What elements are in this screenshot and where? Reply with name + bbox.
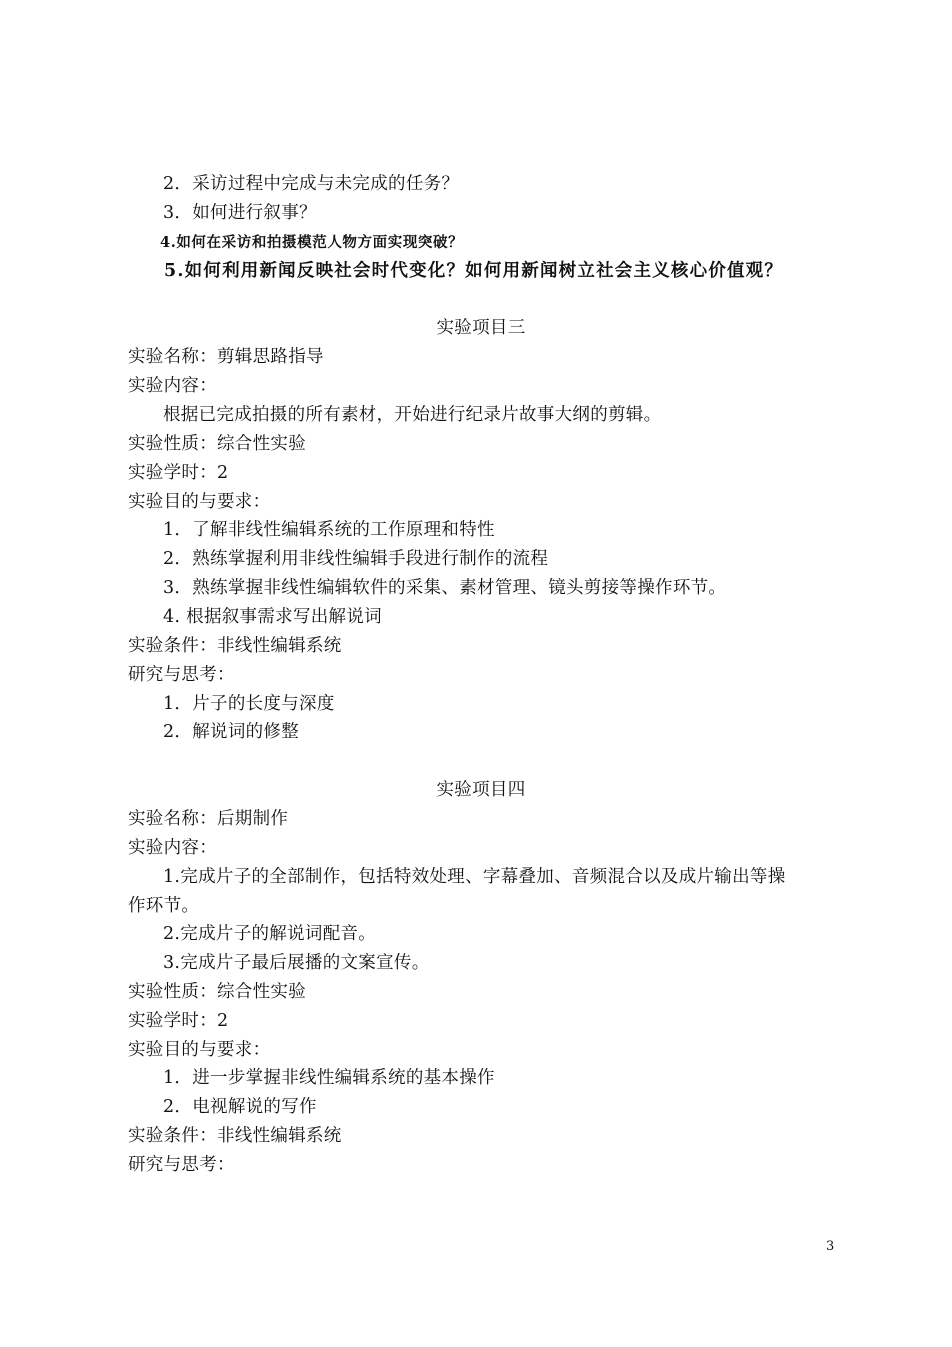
experiment-conditions: 实验条件：非线性编辑系统	[128, 1126, 342, 1146]
experiment-content: 3.完成片子最后展播的文案宣传。	[163, 953, 430, 973]
experiment-content: 2.完成片子的解说词配音。	[163, 924, 377, 944]
list-item: 3．如何进行叙事？	[163, 203, 317, 223]
experiment-name: 实验名称：后期制作	[128, 809, 289, 829]
experiment-hours: 实验学时：2	[128, 463, 229, 483]
experiment-conditions: 实验条件：非线性编辑系统	[128, 636, 342, 656]
experiment-goals-label: 实验目的与要求：	[128, 1040, 271, 1060]
list-item: 2．采访过程中完成与未完成的任务？	[163, 174, 460, 194]
experiment-goals-label: 实验目的与要求：	[128, 492, 271, 512]
bold-question-4: 4.如何在采访和拍摄模范人物方面实现突破？	[160, 234, 464, 251]
section-heading-4: 实验项目四	[436, 780, 526, 800]
experiment-name: 实验名称：剪辑思路指导	[128, 347, 324, 367]
experiment-hours: 实验学时：2	[128, 1011, 229, 1031]
section-heading-3: 实验项目三	[436, 318, 526, 338]
list-item: 2．熟练掌握利用非线性编辑手段进行制作的流程	[163, 549, 549, 569]
list-item: 2．电视解说的写作	[163, 1097, 317, 1117]
bold-question-5: 5.如何利用新闻反映社会时代变化？如何用新闻树立社会主义核心价值观？	[164, 261, 784, 281]
experiment-content-label: 实验内容：	[128, 838, 217, 858]
experiment-content: 1.完成片子的全部制作，包括特效处理、字幕叠加、音频混合以及成片输出等操	[163, 867, 786, 887]
list-item: 1．了解非线性编辑系统的工作原理和特性	[163, 520, 495, 540]
list-item: 2．解说词的修整	[163, 722, 300, 742]
list-item: 3．熟练掌握非线性编辑软件的采集、素材管理、镜头剪接等操作环节。	[163, 578, 727, 598]
experiment-nature: 实验性质：综合性实验	[128, 982, 306, 1002]
list-item: 1．进一步掌握非线性编辑系统的基本操作	[163, 1068, 495, 1088]
research-label: 研究与思考：	[128, 1155, 235, 1175]
page-number: 3	[826, 1239, 835, 1254]
experiment-nature: 实验性质：综合性实验	[128, 434, 306, 454]
experiment-content: 根据已完成拍摄的所有素材，开始进行纪录片故事大纲的剪辑。	[163, 405, 662, 425]
list-item: 1．片子的长度与深度	[163, 694, 335, 714]
research-label: 研究与思考：	[128, 665, 235, 685]
experiment-content-continued: 作环节。	[128, 896, 200, 916]
list-item: 4. 根据叙事需求写出解说词	[163, 607, 382, 627]
experiment-content-label: 实验内容：	[128, 376, 217, 396]
